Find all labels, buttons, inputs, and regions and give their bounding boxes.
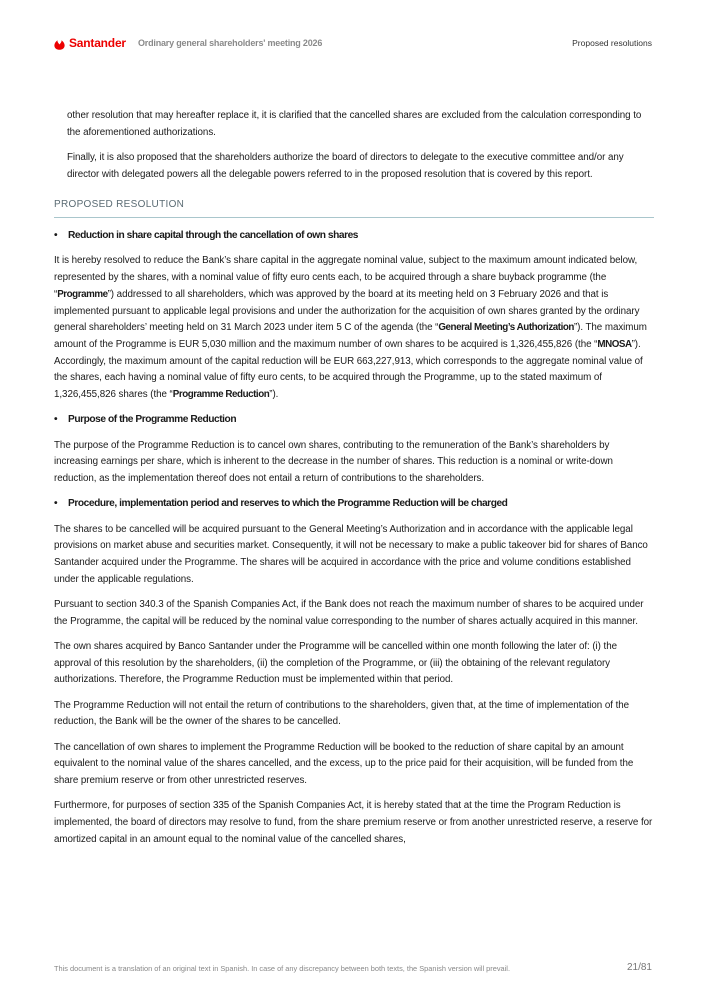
intro-paragraph-2: Finally, it is also proposed that the shareholders authorize the board of directors to delegate to the executive committee and/or any director with delegated powers all the delegable powers referred to in the proposed resolution that is covered by this report.	[67, 152, 624, 180]
bullet-heading-text: Purpose of the Programme Reduction	[68, 414, 237, 426]
purpose-paragraph: The purpose of the Programme Reduction is to cancel own shares, contributing to the remuneration of the Bank’s shareholders by increasing earnings per share, which is inherent to the decrease in the number of shares. This reduction is a nominal or write-down reduction, as the implementation thereof does not entail a return of contributions to the shareholders.	[54, 439, 613, 485]
bullet-icon: •	[54, 414, 58, 426]
bullet-heading-procedure	[54, 496, 654, 513]
text-run: ”). Accordingly, the maximum amount of the capital reduction will be EUR 663,227,913, which corresponds to the aggregate nominal value of the shares, each having a nominal value of fifty euro cents, to be acquired through the Programme, up to the stated maximum of 1,326,455,826 shares (the “	[54, 338, 643, 401]
brand-name: Santander	[69, 36, 126, 50]
bullet-heading-text: Reduction in share capital through the cancellation of own shares	[68, 230, 359, 242]
defined-term-authorization: General Meeting’s Authorization	[438, 322, 574, 334]
defined-term-programme: Programme	[57, 288, 108, 300]
document-body	[54, 108, 654, 857]
section-heading: PROPOSED RESOLUTION	[54, 197, 654, 218]
bullet-heading-reduction	[54, 228, 654, 245]
bullet-heading-text: Procedure, implementation period and reserves to which the Programme Reduction will be charged	[68, 498, 508, 510]
santander-logo	[54, 36, 126, 50]
bullet-icon: •	[54, 230, 58, 242]
procedure-paragraph-4: The Programme Reduction will not entail the return of contributions to the shareholders, given that, at the time of implementation of the reduction, the Bank will be the owner of the shares to be cancelled.	[54, 699, 630, 728]
procedure-paragraph-5: The cancellation of own shares to implement the Programme Reduction will be booked to the reduction of share capital by an amount equivalent to the nominal value of the shares cancelled, and the excess, up to the price paid for their acquisition, will be funded from the share premium reserve or from other unrestricted reserves.	[54, 741, 634, 787]
procedure-paragraph-6: Furthermore, for purposes of section 335 of the Spanish Companies Act, it is hereby stated that at the time the Program Reduction is implemented, the board of directors may resolve to fund, from the share premium reserve or from another unrestricted reserve, a reserve for amortized capital in an amount equal to the nominal value of the cancelled shares,	[54, 800, 653, 845]
intro-paragraph-1: other resolution that may hereafter replace it, it is clarified that the cancelled shares are excluded from the calculation corresponding to the aforementioned authorizations.	[67, 110, 642, 138]
defined-term-programme-reduction: Programme Reduction	[172, 389, 270, 401]
reduction-paragraph	[54, 253, 654, 403]
procedure-paragraph-2: Pursuant to section 340.3 of the Spanish Companies Act, if the Bank does not reach the maximum number of shares to be acquired under the Programme, the capital will be reduced by the nominal value corresponding to the number of shares actually acquired in this manner.	[54, 599, 644, 627]
text-run: ”).	[269, 389, 279, 401]
procedure-paragraph-3: The own shares acquired by Banco Santander under the Programme will be cancelled within one month following the later of: (i) the approval of this resolution by the shareholders, (ii) the completion of the Programme, or (iii) the obtaining of the relevant regulatory authorizations. Therefore, the Programme Reduction must be implemented within that period.	[54, 641, 617, 686]
procedure-paragraph-1: The shares to be cancelled will be acquired pursuant to the General Meeting’s Authorization and in accordance with the applicable legal provisions on market abuse and securities market. Consequently, it will not be necessary to make a public takeover bid for shares of Banco Santander acquired under the Programme. The shares will be acquired in accordance with the price and volume conditions established under the applicable regulations.	[54, 523, 648, 585]
defined-term-mnosa: MNOSA	[597, 338, 632, 350]
page-header	[54, 33, 652, 53]
text-run: ”) addressed to all shareholders, which was approved by the board at its meeting held on 3 February 2026 and that is implemented pursuant to applicable legal provisions and under the authorization for the acquisition of own shares granted by the ordinary general shareholders’ meeting held on 31 March 2023 under item 5 C of the agenda (the “	[54, 288, 640, 334]
bullet-heading-purpose	[54, 412, 654, 429]
page-number: 21/81	[626, 962, 652, 973]
bullet-icon: •	[54, 498, 58, 510]
flame-icon	[54, 37, 65, 50]
meeting-title: Ordinary general shareholders' meeting 2026	[138, 38, 323, 48]
translation-disclaimer: This document is a translation of an original text in Spanish. In case of any discrepancy between both texts, the Spanish version will prevail.	[54, 964, 511, 973]
section-title: Proposed resolutions	[572, 38, 652, 48]
text-run: It is hereby resolved to reduce the Bank’s share capital in the aggregate nominal value, subject to the maximum amount indicated below, represented by the shares, with a nominal value of fifty euro cents each, to be acquired through a share buyback programme (the “	[54, 255, 638, 300]
text-run: ”). The maximum amount of the Programme is EUR 5,030 million and the maximum number of own shares to be acquired is 1,326,455,826 (the “	[54, 322, 647, 350]
